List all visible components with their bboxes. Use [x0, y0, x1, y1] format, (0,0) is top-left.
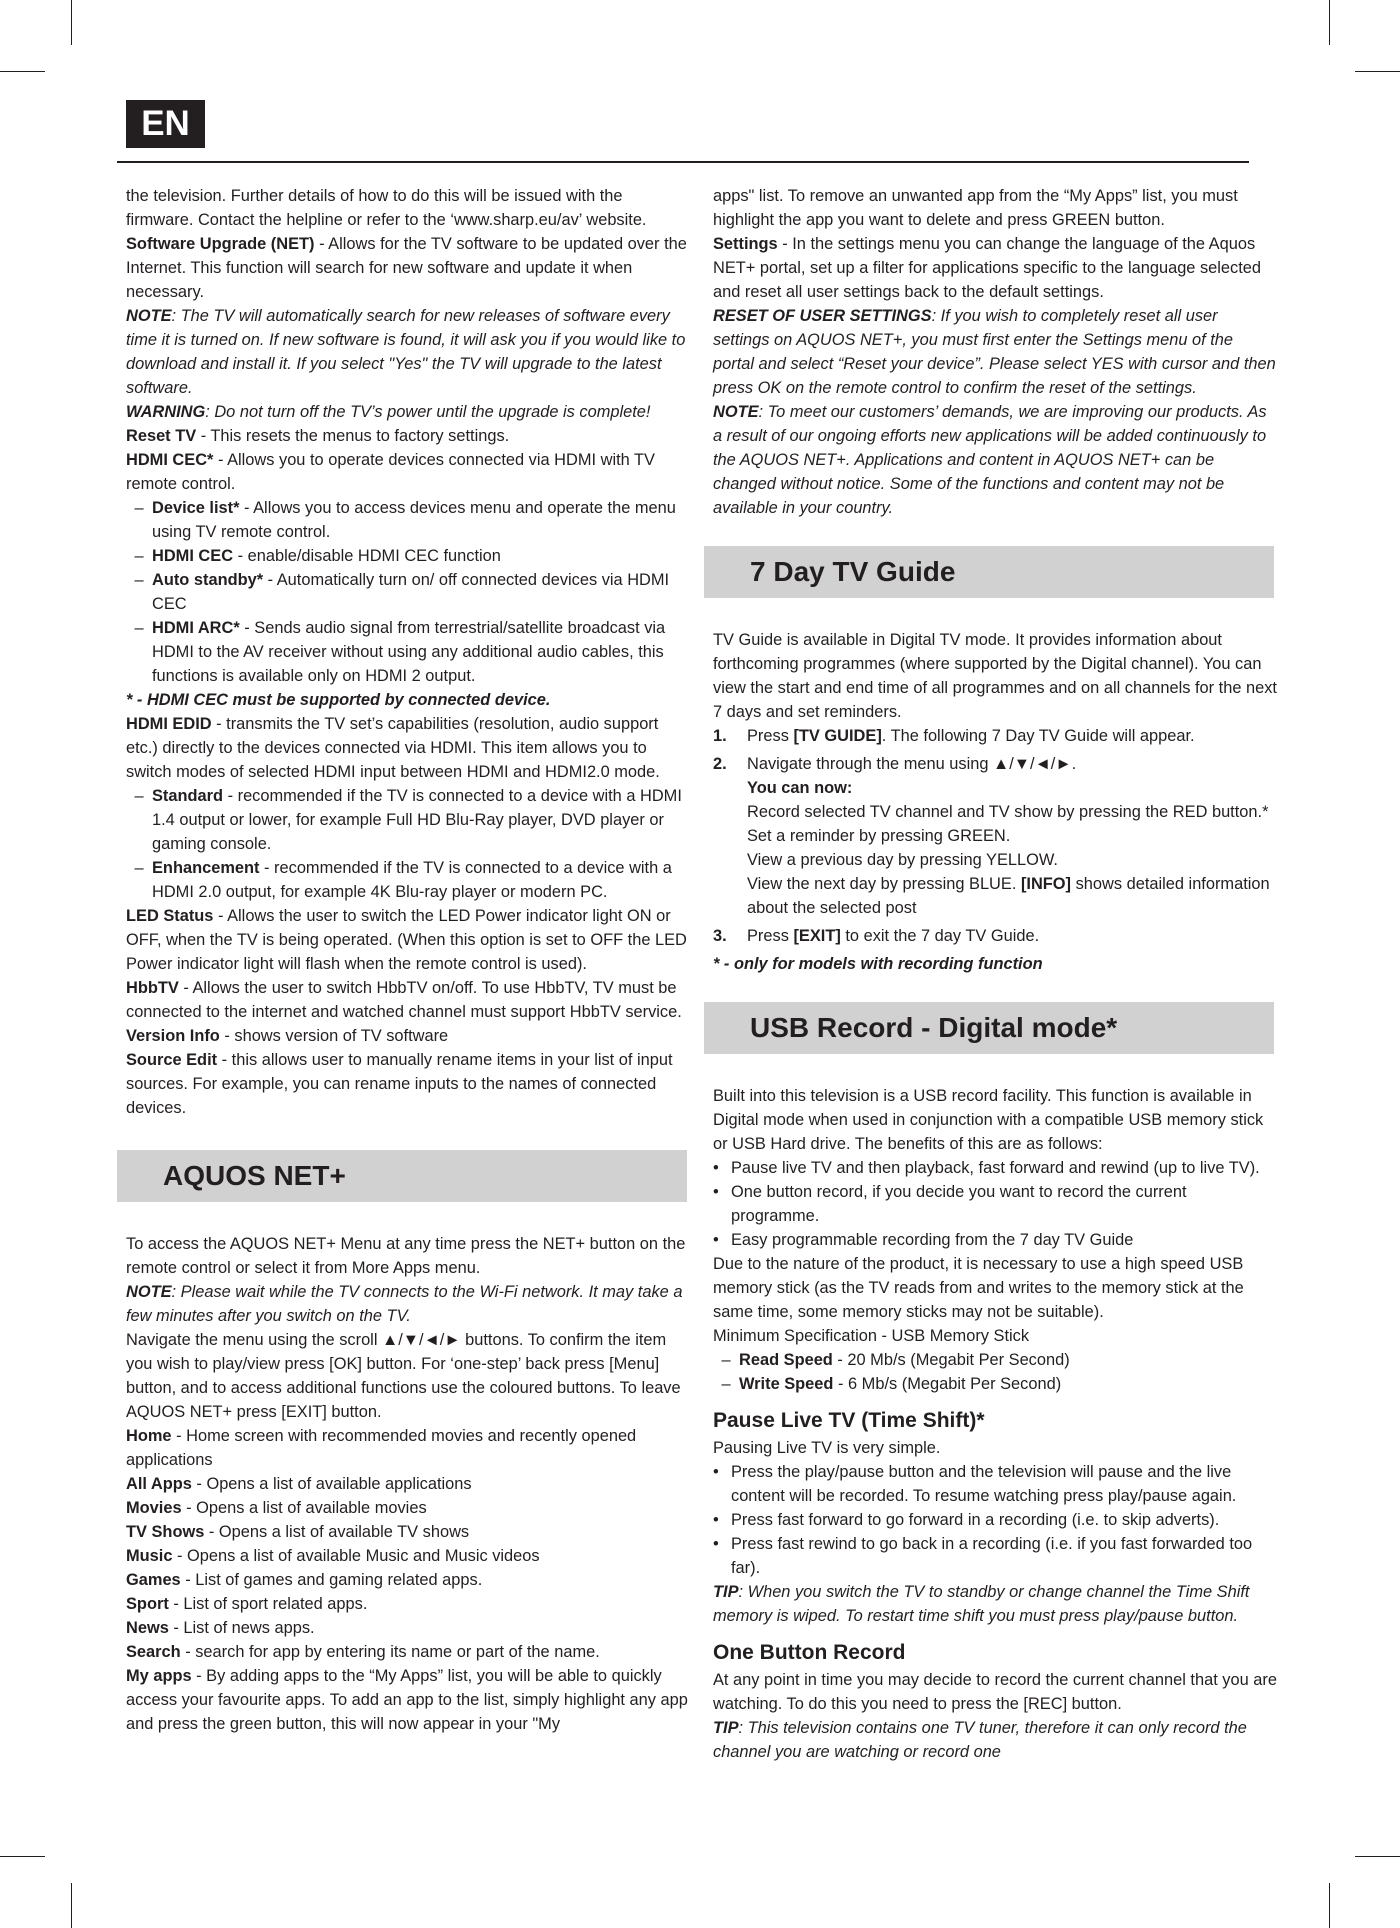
hdmi-edid-item: HDMI EDID - transmits the TV set’s capabilities (resolution, audio support etc.) directly to the devices connected via HDMI. This item allows you to switch modes of selected HDMI input between HDMI and HDMI2.0 mode. — [126, 715, 660, 781]
header-rule — [117, 161, 1249, 163]
dash-item: – HDMI ARC* - Sends audio signal from terrestrial/satellite broadcast via HDMI to the AV receiver without using any additional audio cables, this functions is available only on HDMI 2 output. — [134, 619, 666, 685]
reset-note: RESET OF USER SETTINGS: If you wish to completely reset all user settings on AQUOS NET+, you must first enter the Settings menu of the portal and select “Reset your device”. Please select YES with cursor and then press OK on the remote control to confirm the reset of the settings. — [713, 307, 1276, 397]
paragraph: Navigate the menu using the scroll ▲/▼/◄/► buttons. To confirm the item you wish to play/view press [OK] button. For ‘one-step’ back press [Menu] button, and to access additional functions use the coloured buttons. To leave AQUOS NET+ press [EXIT] button. — [126, 1331, 681, 1421]
crop-mark — [1355, 71, 1400, 72]
version-info-item: Version Info - shows version of TV software — [126, 1027, 449, 1045]
crop-mark — [71, 1883, 72, 1928]
step-item: 3. Press [EXIT] to exit the 7 day TV Guide. — [713, 927, 1040, 945]
guide-action: View a previous day by pressing YELLOW. — [747, 851, 1058, 869]
crop-mark — [0, 71, 45, 72]
section-header-usb-record: USB Record - Digital mode* — [704, 1002, 1274, 1054]
bullet-item: • Press fast rewind to go back in a recording (i.e. if you fast forwarded too far). — [713, 1535, 1253, 1577]
paragraph: Minimum Specification - USB Memory Stick — [713, 1327, 1030, 1345]
hdmi-cec-item: HDMI CEC* - Allows you to operate devices connected via HDMI with TV remote control. — [126, 451, 655, 493]
section-header-tv-guide: 7 Day TV Guide — [704, 546, 1274, 598]
bullet-item: • One button record, if you decide you want to record the current programme. — [713, 1183, 1187, 1225]
crop-mark — [1329, 0, 1330, 45]
reset-tv-item: Reset TV - This resets the menus to factory settings. — [126, 427, 510, 445]
paragraph: Pausing Live TV is very simple. — [713, 1439, 941, 1457]
dash-item: – Standard - recommended if the TV is connected to a device with a HDMI 1.4 output or lower, for example Full HD Blu-Ray player, DVD player or gaming console. — [134, 787, 682, 853]
dash-item: – Write Speed - 6 Mb/s (Megabit Per Second) — [721, 1375, 1062, 1393]
tip: TIP: When you switch the TV to standby or change channel the Time Shift memory is wiped. To restart time shift you must press play/pause button. — [713, 1583, 1250, 1625]
menu-item: News - List of news apps. — [126, 1619, 315, 1637]
dash-item: – Read Speed - 20 Mb/s (Megabit Per Second) — [721, 1351, 1070, 1369]
paragraph: apps" list. To remove an unwanted app from the “My Apps” list, you must highlight the app you want to delete and press GREEN button. — [713, 187, 1238, 229]
dash-item: – Auto standby* - Automatically turn on/ off connected devices via HDMI CEC — [134, 571, 670, 613]
note: NOTE: Please wait while the TV connects to the Wi-Fi network. It may take a few minutes after you switch on the TV. — [126, 1283, 683, 1325]
crop-mark — [0, 1856, 45, 1857]
dash-item: – Device list* - Allows you to access devices menu and operate the menu using TV remote control. — [134, 499, 676, 541]
menu-item: All Apps - Opens a list of available applications — [126, 1475, 472, 1493]
source-edit-item: Source Edit - this allows user to manually rename items in your list of input sources. For example, you can rename inputs to the names of connected devices. — [126, 1051, 673, 1117]
menu-item: TV Shows - Opens a list of available TV shows — [126, 1523, 470, 1541]
subheading-one-button-record: One Button Record — [713, 1641, 906, 1664]
note: NOTE: To meet our customers’ demands, we are improving our products. As a result of our ongoing efforts new applications will be added continuously to the AQUOS NET+. Applications and content in AQUOS NET+ can be changed without notice. Some of the functions and content may not be available in your country. — [713, 403, 1267, 517]
software-upgrade-item: Software Upgrade (NET) - Allows for the TV software to be updated over the Internet. This function will search for new software and update it when necessary. — [126, 235, 687, 301]
paragraph: To access the AQUOS NET+ Menu at any time press the NET+ button on the remote control or select it from More Apps menu. — [126, 1235, 686, 1277]
crop-mark — [1329, 1883, 1330, 1928]
language-badge: EN — [126, 100, 205, 148]
menu-item: Music - Opens a list of available Music and Music videos — [126, 1547, 540, 1565]
note: NOTE: The TV will automatically search for new releases of software every time it is turned on. If new software is found, it will ask you if you would like to download and install it. If you select "Yes" the TV will upgrade to the latest software. — [126, 307, 686, 397]
menu-item: Home - Home screen with recommended movies and recently opened applications — [126, 1427, 637, 1469]
menu-item: My apps - By adding apps to the “My Apps” list, you will be able to quickly access your favourite apps. To add an app to the list, simply highlight any app and press the green button, this will now appear in your "My — [126, 1667, 688, 1733]
menu-item: Movies - Opens a list of available movies — [126, 1499, 427, 1517]
dash-item: – HDMI CEC - enable/disable HDMI CEC function — [134, 547, 501, 565]
step-item: 2. Navigate through the menu using ▲/▼/◄/►. — [713, 755, 1077, 773]
menu-item: Games - List of games and gaming related apps. — [126, 1571, 483, 1589]
subheading-pause-live-tv: Pause Live TV (Time Shift)* — [713, 1409, 985, 1432]
bullet-item: • Pause live TV and then playback, fast forward and rewind (up to live TV). — [713, 1159, 1260, 1177]
left-column — [126, 184, 690, 1736]
guide-action: Set a reminder by pressing GREEN. — [747, 827, 1011, 845]
menu-item: Search - search for app by entering its name or part of the name. — [126, 1643, 600, 1661]
can-now-label: You can now: — [747, 779, 853, 797]
tip: TIP: This television contains one TV tuner, therefore it can only record the channel you are watching or record one — [713, 1719, 1247, 1761]
right-column — [713, 184, 1278, 1764]
recording-note: * - only for models with recording function — [713, 955, 1043, 973]
bullet-item: • Press the play/pause button and the television will pause and the live content will be recorded. To resume watching press play/pause again. — [713, 1463, 1237, 1505]
settings-item: Settings - In the settings menu you can change the language of the Aquos NET+ portal, set up a filter for applications specific to the language selected and reset all user settings back to the default settings. — [713, 235, 1262, 301]
bullet-item: • Press fast forward to go forward in a recording (i.e. to skip adverts). — [713, 1511, 1220, 1529]
paragraph: TV Guide is available in Digital TV mode. It provides information about forthcoming programmes (where supported by the Digital channel). You can view the start and end time of all programmes and on all channels for the next 7 days and set reminders. — [713, 631, 1277, 721]
guide-action: Record selected TV channel and TV show by pressing the RED button.* — [747, 803, 1269, 821]
crop-mark — [1355, 1856, 1400, 1857]
section-header-aquos-net: AQUOS NET+ — [117, 1150, 687, 1202]
paragraph: Built into this television is a USB record facility. This function is available in Digital mode when used in conjunction with a compatible USB memory stick or USB Hard drive. The benefits of this are as follows: — [713, 1087, 1264, 1153]
bullet-item: • Easy programmable recording from the 7 day TV Guide — [713, 1231, 1134, 1249]
cec-note: * - HDMI CEC must be supported by connected device. — [126, 691, 551, 709]
menu-item: Sport - List of sport related apps. — [126, 1595, 368, 1613]
guide-action: View the next day by pressing BLUE. [INFO] shows detailed information about the selected post — [747, 875, 1270, 917]
crop-mark — [71, 0, 72, 45]
led-status-item: LED Status - Allows the user to switch the LED Power indicator light ON or OFF, when the TV is being operated. (When this option is set to OFF the LED Power indicator light will flash when the remote control is used). — [126, 907, 687, 973]
paragraph: the television. Further details of how to do this will be issued with the firmware. Contact the helpline or refer to the ‘www.sharp.eu/av’ website. — [126, 187, 647, 229]
warning: WARNING: Do not turn off the TV’s power until the upgrade is complete! — [126, 403, 651, 421]
step-item: 1. Press [TV GUIDE]. The following 7 Day TV Guide will appear. — [713, 727, 1195, 745]
paragraph: At any point in time you may decide to record the current channel that you are watching. To do this you need to press the [REC] button. — [713, 1671, 1277, 1713]
dash-item: – Enhancement - recommended if the TV is connected to a device with a HDMI 2.0 output, for example 4K Blu-ray player or modern PC. — [134, 859, 672, 901]
paragraph: Due to the nature of the product, it is necessary to use a high speed USB memory stick (as the TV reads from and writes to the memory stick at the same time, some memory sticks may not be suitable). — [713, 1255, 1244, 1321]
hbbtv-item: HbbTV - Allows the user to switch HbbTV on/off. To use HbbTV, TV must be connected to the internet and watched channel must support HbbTV service. — [126, 979, 682, 1021]
